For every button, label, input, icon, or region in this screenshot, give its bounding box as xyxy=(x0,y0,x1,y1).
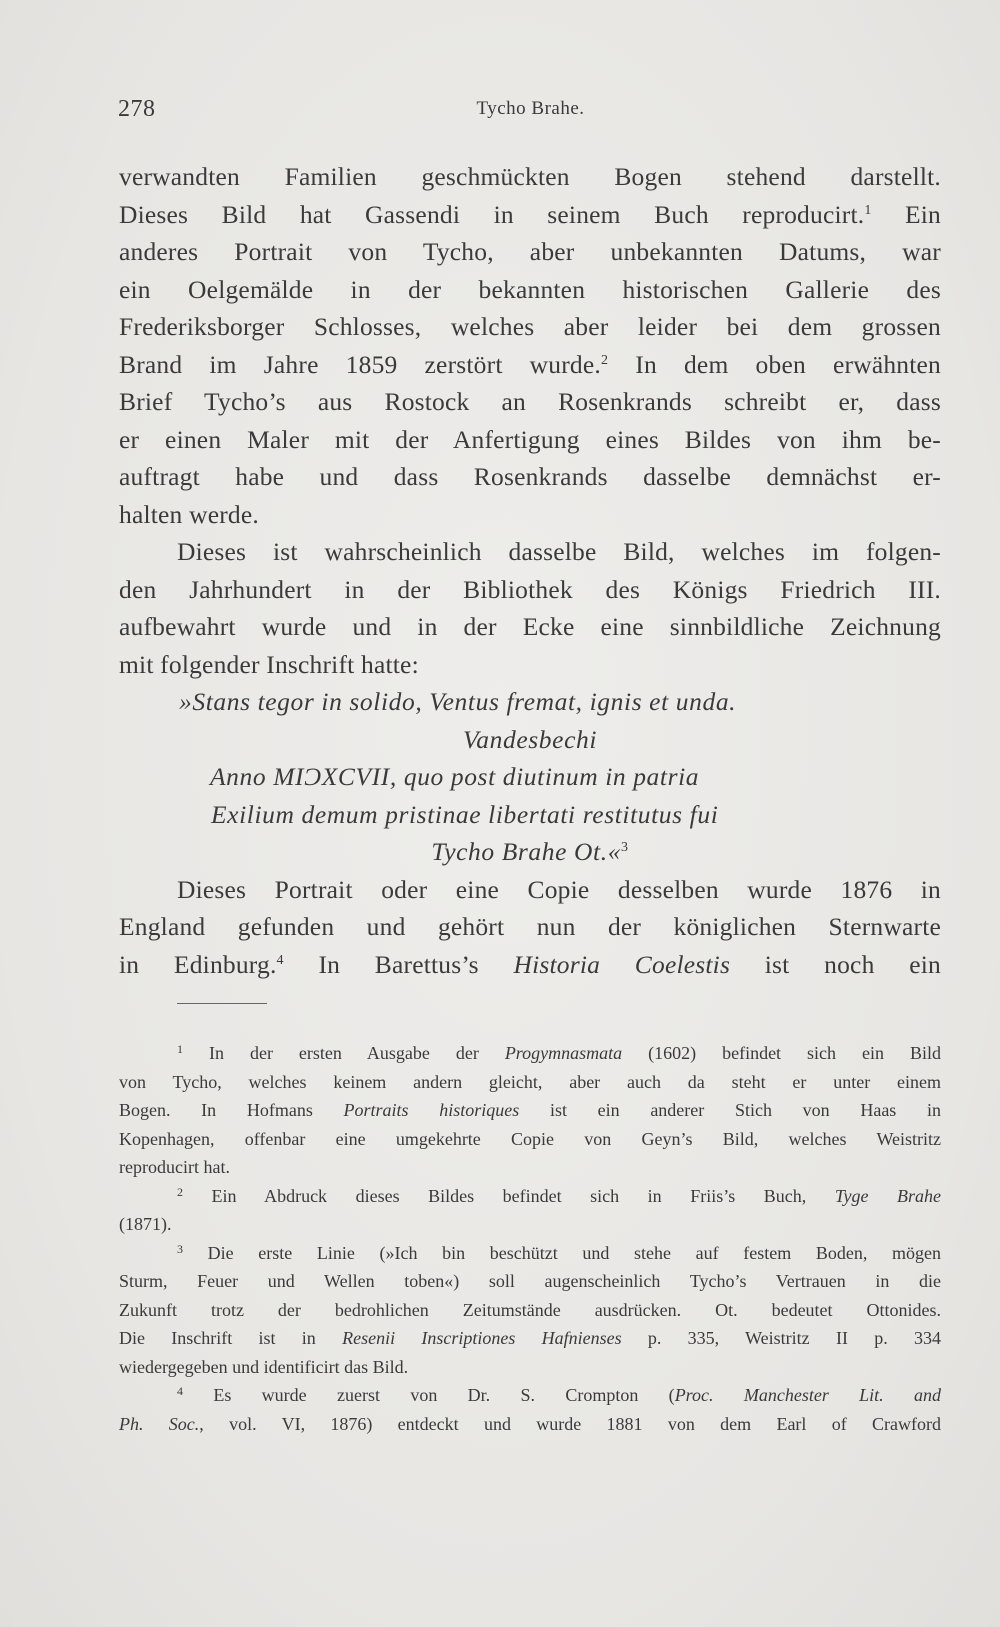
text-line: Dieses ist wahrscheinlich dasselbe Bild, welches im folgen- xyxy=(177,537,941,566)
footnote-ref: 1 xyxy=(864,202,872,218)
text-line: ein Oelgemälde in der bekannten historischen Gallerie des xyxy=(119,274,941,304)
inscription-line: Anno MIƆXCVII, quo post diutinum in patria xyxy=(210,762,700,791)
text-line: in Edinburg.$^4$ In Barettus’s Historia Coelestis ist noch ein xyxy=(119,949,941,979)
footnote-line: Ph. Soc., vol. VI, 1876) entdeckt und wurde 1881 von dem Earl of Crawford xyxy=(119,1413,942,1434)
footnote-line: $^3$ Die erste Linie (»Ich bin beschützt und stehe auf festem Boden, mögen xyxy=(177,1241,941,1263)
text-line: er einen Maler mit der Anfertigung eines Bildes von ihm be- xyxy=(119,424,941,454)
footnote-line: von Tycho, welches keinem andern gleicht, aber auch da steht er unter einem xyxy=(119,1071,941,1092)
footnote-line: $^4$ Es wurde zuerst von Dr. S. Crompton (Proc. Manchester Lit. and xyxy=(177,1384,942,1405)
footnote-line: Sturm, Feuer und Wellen toben«) soll augenscheinlich Tycho’s Vertrauen in die xyxy=(119,1271,941,1291)
text-line: Brand im Jahre 1859 zerstört wurde.$^2$ In dem oben erwähnten xyxy=(119,349,941,379)
page-header xyxy=(118,96,943,136)
footnote-line: reproducirt hat. xyxy=(119,1157,230,1177)
text-line: verwandten Familien geschmückten Bogen stehend darstellt. xyxy=(119,162,941,191)
footnotes xyxy=(119,1039,941,1438)
inscription-line: Tycho Brahe Ot.«$^3$ xyxy=(431,837,629,866)
text-line: mit folgender Inschrift hatte: xyxy=(119,649,419,679)
footnote-line: (1871). xyxy=(119,1214,172,1234)
text-line: Dieses Portrait oder eine Copie desselben wurde 1876 in xyxy=(177,874,941,904)
text-line: auftragt habe und dass Rosenkrands dasselbe demnächst er- xyxy=(119,462,941,491)
inscription-line: »Stans tegor in solido, Ventus fremat, ignis et unda. xyxy=(179,687,737,716)
footnote-line: Kopenhagen, offenbar eine umgekehrte Copie von Geyn’s Bild, welches Weistritz xyxy=(119,1128,941,1149)
footnote-line: $^1$ In der ersten Ausgabe der Progymnasmata (1602) befindet sich ein Bild xyxy=(177,1042,941,1063)
footnote-ref: 2 xyxy=(600,352,609,368)
footnote-line: Zukunft trotz der bedrohlichen Zeitumstände ausdrücken. Ot. bedeutet Ottonides. xyxy=(119,1299,941,1320)
main-text xyxy=(119,158,941,983)
running-title: Tycho Brahe. xyxy=(476,98,585,119)
text-line: aufbewahrt wurde und in der Ecke eine sinnbildliche Zeichnung xyxy=(119,612,941,641)
inscription-line: Exilium demum pristinae libertati restitutus fui xyxy=(211,799,719,829)
footnote-separator xyxy=(177,1003,267,1004)
text-line: den Jahrhundert in der Bibliothek des Königs Friedrich III. xyxy=(119,574,941,604)
footnote-line: wiedergegeben und identificirt das Bild. xyxy=(119,1356,409,1377)
text-line: halten werde. xyxy=(119,499,259,529)
text-line: anderes Portrait von Tycho, aber unbekannten Datums, war xyxy=(119,237,941,266)
inscription-line: Vandesbechi xyxy=(462,724,598,754)
footnote-ref: 4 xyxy=(276,952,284,968)
text-line: Frederiksborger Schlosses, welches aber leider bei dem grossen xyxy=(119,312,941,341)
text-line: Brief Tycho’s aus Rostock an Rosenkrands schreibt er, dass xyxy=(119,387,941,416)
footnote-ref: 3 xyxy=(621,840,629,855)
text-line: England gefunden und gehört nun der königlichen Sternwarte xyxy=(119,912,941,941)
footnote-line: $^2$ Ein Abdruck dieses Bildes befindet sich in Friis’s Buch, Tyge Brahe xyxy=(177,1184,941,1206)
footnote-line: Die Inschrift ist in Resenii Inscriptiones Hafnienses p. 335, Weistritz II p. 334 xyxy=(119,1328,941,1348)
footnote-line: Bogen. In Hofmans Portraits historiques ist ein anderer Stich von Haas in xyxy=(119,1100,941,1120)
page-number: 278 xyxy=(118,96,156,122)
text-line: Dieses Bild hat Gassendi in seinem Buch reproducirt.$^1$ Ein xyxy=(119,199,941,229)
